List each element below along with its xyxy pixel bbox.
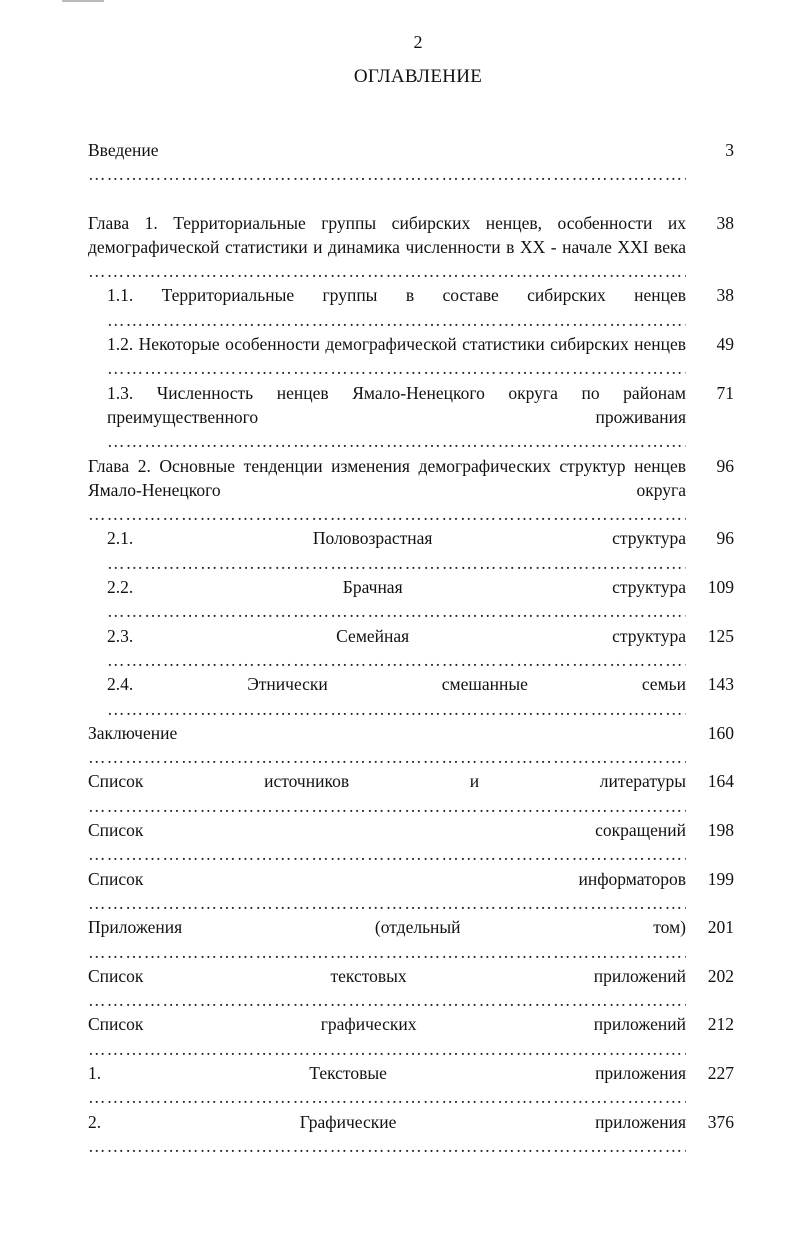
dot-leader: [88, 162, 686, 186]
toc-entry-page: 212: [707, 1014, 734, 1035]
toc-entry-text-appendices[interactable]: [88, 1061, 734, 1110]
dot-leader: [107, 599, 686, 623]
toc-entry-section-1-1[interactable]: [88, 283, 734, 332]
toc-entry-page: 202: [707, 965, 734, 986]
toc-entry-section-2-2[interactable]: [88, 575, 734, 624]
table-of-contents: [88, 138, 734, 1158]
toc-entry-title: Заключение: [88, 722, 178, 743]
toc-entry-section-1-2[interactable]: [88, 332, 734, 381]
toc-entry-sources[interactable]: [88, 769, 734, 818]
toc-entry-title: Глава 2. Основные тенденции изменения демографических структур ненцев Ямало-Ненецкого округа: [88, 455, 686, 500]
dot-leader: [107, 648, 686, 672]
toc-entry-title: 2.4. Этнически смешанные семьи: [107, 674, 686, 695]
dot-leader: [88, 1085, 686, 1109]
toc-entry-page: 227: [707, 1062, 734, 1083]
dot-leader: [107, 308, 686, 332]
toc-entry-page: 96: [716, 455, 734, 476]
toc-entry-page: 49: [716, 334, 734, 355]
toc-entry-title: 2.3. Семейная структура: [107, 625, 686, 646]
toc-entry-title: 2.2. Брачная структура: [107, 577, 686, 598]
toc-entry-section-2-3[interactable]: [88, 624, 734, 673]
toc-entry-page: 38: [716, 212, 734, 233]
toc-entry-abbreviations[interactable]: [88, 818, 734, 867]
toc-entry-page: 376: [707, 1111, 734, 1132]
toc-entry-text-appendices-list[interactable]: [88, 964, 734, 1013]
toc-entry-title: Список источников и литературы: [88, 771, 686, 792]
toc-entry-page: 143: [707, 674, 734, 695]
dot-leader: [88, 745, 686, 769]
toc-entry-title: 1.3. Численность ненцев Ямало-Ненецкого округа по районам преимущественного проживания: [107, 382, 686, 427]
toc-entry-page: 199: [707, 868, 734, 889]
toc-entry-title: 1.1. Территориальные группы в составе сибирских ненцев: [107, 285, 686, 306]
toc-entry-title: 1.2. Некоторые особенности демографической статистики сибирских ненцев: [107, 334, 686, 355]
toc-entry-page: 198: [707, 820, 734, 841]
toc-entry-chapter-2[interactable]: [88, 454, 734, 527]
toc-entry-informants[interactable]: [88, 867, 734, 916]
toc-entry-page: 96: [716, 528, 734, 549]
dot-leader: [107, 356, 686, 380]
toc-entry-title: Список текстовых приложений: [88, 965, 686, 986]
dot-leader: [88, 502, 686, 526]
toc-entry-title: Приложения (отдельный том): [88, 917, 686, 938]
dot-leader: [88, 1037, 686, 1061]
toc-entry-title: 2.1. Половозрастная структура: [107, 528, 686, 549]
dot-leader: [88, 259, 686, 283]
dot-leader: [107, 551, 686, 575]
toc-entry-section-2-4[interactable]: [88, 672, 734, 721]
toc-entry-title: 1. Текстовые приложения: [88, 1062, 686, 1083]
toc-entry-page: 201: [707, 917, 734, 938]
toc-entry-title: Введение: [88, 140, 159, 160]
scan-artifact-line: [62, 0, 104, 2]
page-title: ОГЛАВЛЕНИЕ: [353, 66, 483, 87]
dot-leader: [107, 429, 686, 453]
toc-entry-page: 164: [707, 771, 734, 792]
dot-leader: [88, 988, 686, 1012]
toc-entry-title: Список графических приложений: [88, 1014, 686, 1035]
toc-entry-page: 3: [725, 140, 734, 160]
toc-entry-page: 71: [716, 382, 734, 403]
toc-entry-page: 160: [707, 722, 734, 743]
toc-entry-title: Список сокращений: [88, 820, 686, 841]
toc-entry-section-1-3[interactable]: [88, 381, 734, 454]
dot-leader: [88, 940, 686, 964]
toc-entry-title: 2. Графические приложения: [88, 1111, 686, 1132]
page-number: 2: [413, 32, 423, 52]
dot-leader: [88, 1134, 686, 1158]
dot-leader: [107, 697, 686, 721]
toc-entry-page: 38: [716, 285, 734, 306]
toc-entry-title: Список информаторов: [88, 868, 686, 889]
toc-entry-section-2-1[interactable]: [88, 526, 734, 575]
dot-leader: [88, 794, 686, 818]
toc-entry-page: 125: [707, 625, 734, 646]
dot-leader: [88, 891, 686, 915]
toc-entry-title: Глава 1. Территориальные группы сибирских ненцев, особенности их демографической статистики и динамика численности в XX - начале XXI века: [88, 212, 686, 257]
toc-entry-page: 109: [707, 577, 734, 598]
toc-entry-appendices[interactable]: [88, 915, 734, 964]
toc-entry-conclusion[interactable]: [88, 721, 734, 770]
dot-leader: [88, 842, 686, 866]
toc-entry-introduction[interactable]: [88, 138, 734, 187]
toc-entry-chapter-1[interactable]: [88, 211, 734, 284]
toc-entry-graphic-appendices[interactable]: [88, 1110, 734, 1159]
toc-entry-graphic-appendices-list[interactable]: [88, 1012, 734, 1061]
